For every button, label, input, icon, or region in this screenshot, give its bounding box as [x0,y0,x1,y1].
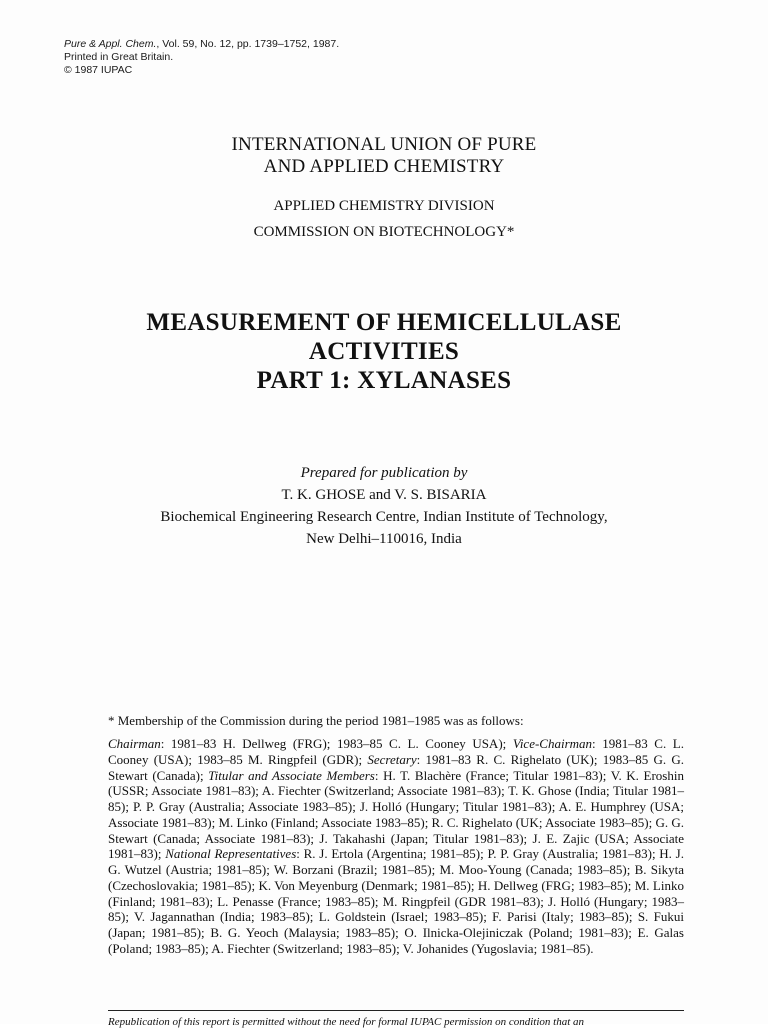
authors-block [0,462,768,550]
secretary-label: Secretary [367,751,417,767]
national-representatives-label: National Representatives [165,846,297,862]
citation-details: , Vol. 59, No. 12, pp. 1739–1752, 1987. [156,38,340,50]
vice-chairman-text: : 1981–83 C. L. Cooney (USA); 1983–85 M. Ringpfeil (GDR); [108,736,684,767]
footer-divider [108,1010,684,1011]
titular-members-text: : H. T. Blachère (France; Titular 1981–83); V. K. Eroshin (USSR; Associate 1981–83); A. Fiechter (Switzerland; Associate 1981–83); T. K. Ghose (India; Titular 1981–85); P. P. Gray (Australia; Associate 1983–85); J. Holló (Hungary; Titular 1981–83); A. E. Humphrey (USA; Associate 1981–83); M. Linko (Finland; Associate 1983–85); R. C. Righelato (UK; Associate 1983–85); G. G. Stewart (Canada; Associate 1981–83); J. Takahashi (Japan; Titular 1981–83); J. E. Zajic (USA; Associate 1981–83); [108,767,684,862]
titular-members-label: Titular and Associate Members [208,767,375,783]
division-name: APPLIED CHEMISTRY DIVISION [273,198,495,214]
journal-name: Pure & Appl. Chem. [64,38,157,50]
organization-name [0,134,768,178]
division-block [0,193,768,245]
secretary-text: : 1981–83 R. C. Righelato (UK); 1983–85 G. G. Stewart (Canada); [108,751,684,783]
national-representatives-text: : R. J. Ertola (Argentina; 1981–85); P. P. Gray (Australia; 1981–83); H. J. G. Wutzel (Austria; 1981–85); W. Borzani (Brazil; 1981–85); M. Moo-Young (Canada; 1983–85); B. Sikyta (Czechoslovakia; 1981–85); K. Von Meyenburg (Denmark; 1981–85); H. Dellweg (FRG; 1983–85); M. Linko (Finland; 1981–83); L. Penasse (France; 1983–85); M. Ringpfeil (GDR 1981–83); J. Holló (Hungary; 1983–85); V. Jagannathan (India; 1983–85); L. Goldstein (Israel; 1983–85); F. Parisi (Italy; 1983–85); S. Fukui (Japan; 1981–85); B. G. Yeoch (Malaysia; 1983–85); O. Ilnicka-Olejiniczak (Poland; 1981–83); E. Galas (Poland; 1983–85); A. Fiechter (Switzerland; 1983–85); V. Johanides (Yugoslavia; 1981–85). [108,846,684,956]
footnote-intro: * Membership of the Commission during the period 1981–1985 was as follows: [108,713,524,728]
vice-chairman-label: Vice-Chairman [512,736,593,751]
commission-membership-footnote [108,736,684,957]
affiliation-line-2: New Delhi–110016, India [306,531,462,547]
journal-citation [64,38,339,51]
commission-name: COMMISSION ON BIOTECHNOLOGY* [253,224,515,240]
title-line-1: MEASUREMENT OF HEMICELLULASE [146,309,622,336]
chairman-text: : 1981–83 H. Dellweg (FRG); 1983–85 C. L. Cooney USA); [160,736,513,751]
chairman-label: Chairman [108,736,161,751]
organization-line-1: INTERNATIONAL UNION OF PURE [231,134,537,155]
document-title [0,308,768,395]
organization-line-2: AND APPLIED CHEMISTRY [263,156,505,177]
prepared-by: Prepared for publication by [300,465,468,481]
affiliation-line-1: Biochemical Engineering Research Centre, Indian Institute of Technology, [160,509,608,525]
copyright-line: © 1987 IUPAC [64,64,133,76]
title-line-2: ACTIVITIES [308,338,460,365]
citation-header [64,38,339,77]
republication-notice: Republication of this report is permitted without the need for formal IUPAC permission on condition that an [108,1016,585,1028]
author-names: T. K. GHOSE and V. S. BISARIA [281,487,487,503]
printed-in: Printed in Great Britain. [64,51,174,63]
title-line-3: PART 1: XYLANASES [256,367,512,394]
